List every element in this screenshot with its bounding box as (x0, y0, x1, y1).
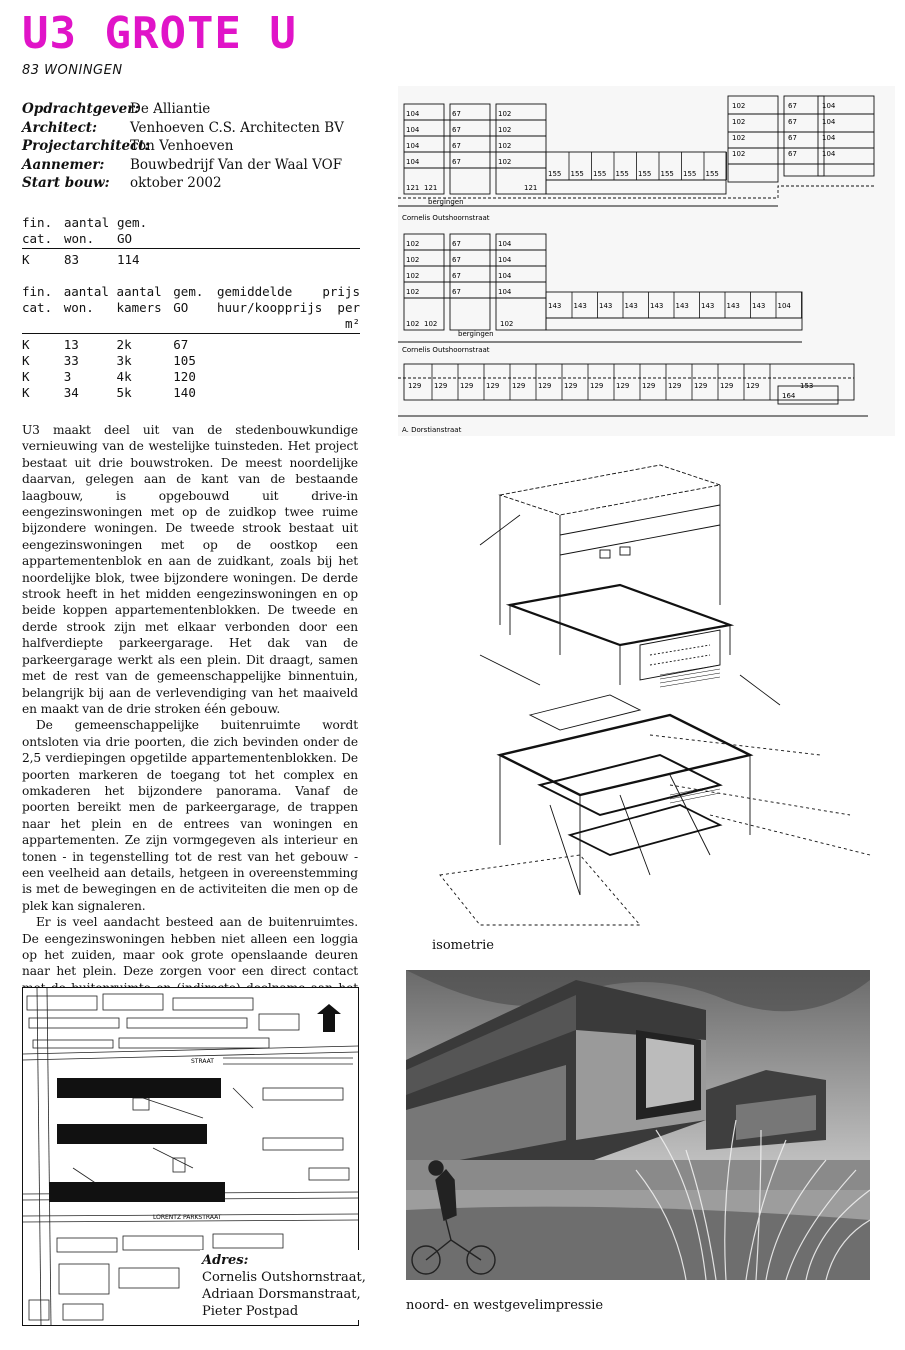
table-header: prijs (322, 284, 360, 299)
table-cell: K (22, 369, 30, 384)
facade-impression-image (406, 970, 870, 1280)
plan-unit-label: 129 (460, 382, 474, 390)
floor-plans-drawing (398, 86, 895, 436)
table-cell: 83 (64, 252, 80, 267)
credit-row (22, 100, 362, 119)
plan-unit-label: 102 (732, 150, 746, 158)
table-header: aantal (116, 284, 162, 299)
table-header: gemiddelde (216, 284, 293, 299)
credit-label: Aannemer: (22, 156, 105, 173)
table-header: gem. (117, 215, 148, 230)
plan-unit-label: 155 (548, 170, 562, 178)
plan-street-label: A. Dorstianstraat (402, 426, 462, 434)
plan-unit-label: 143 (548, 302, 562, 310)
plan-unit-label: 104 (777, 302, 791, 310)
table-header: aantal (63, 284, 109, 299)
page-title: U3 GROTE U (22, 8, 297, 59)
table-cell: 120 (173, 369, 196, 384)
plan-unit-label: 121 (524, 184, 538, 192)
plan-unit-label: 129 (668, 382, 682, 390)
table-cell (217, 385, 322, 401)
table-header: fin. (22, 215, 53, 230)
table-cell: 114 (117, 252, 140, 267)
table-cell: K (22, 337, 30, 352)
table-cell: 33 (63, 353, 79, 368)
table-cell: K (22, 252, 30, 267)
plan-unit-label: 143 (599, 302, 613, 310)
table-cell (322, 334, 360, 354)
plan-unit-label: 155 (683, 170, 697, 178)
table-cell (217, 334, 322, 354)
plan-unit-label: 155 (638, 170, 652, 178)
plan-unit-label: 104 (498, 240, 512, 248)
plan-unit-label: 155 (660, 170, 674, 178)
floor-plans (398, 86, 895, 436)
table-cell: K (22, 353, 30, 368)
table-header: won. (64, 231, 117, 249)
map-street-label: STRAAT (191, 1058, 214, 1065)
isometry-caption: isometrie (432, 938, 494, 953)
plan-unit-label: 104 (822, 118, 836, 126)
plan-unit-label: 67 (452, 158, 461, 166)
plan-unit-label: 143 (752, 302, 766, 310)
plan-units-row-1 (548, 152, 727, 180)
plan-unit-label: 155 (705, 170, 719, 178)
plan-unit-label: 102 (406, 320, 420, 328)
table-header: aantal (64, 215, 110, 230)
plan-unit-label: 129 (486, 382, 500, 390)
plan-unit-label: 102 (732, 102, 746, 110)
plan-unit-label: 129 (538, 382, 552, 390)
plan-unit-label: 121 (424, 184, 438, 192)
table-row (22, 385, 360, 401)
plan-unit-label: 104 (406, 110, 420, 118)
plan-unit-label: 129 (512, 382, 526, 390)
table-header: per m² (322, 300, 360, 334)
plan-unit-label: 164 (782, 392, 796, 400)
credit-label: Projectarchitect: (22, 138, 150, 154)
credit-value: De Alliantie (130, 101, 211, 117)
page-subtitle: 83 WONINGEN (22, 63, 123, 78)
plan-unit-label: 102 (406, 288, 420, 296)
table-row (22, 353, 360, 369)
plan-unit-label: 129 (590, 382, 604, 390)
address-label: Adres: (202, 1253, 249, 1268)
plan-unit-label: 102 (406, 272, 420, 280)
credit-row (22, 174, 362, 193)
plan-unit-label: 129 (564, 382, 578, 390)
credit-row (22, 119, 362, 138)
plan-unit-label: 153 (800, 382, 814, 390)
plan-unit-label: 129 (434, 382, 448, 390)
plan-unit-label: 143 (675, 302, 689, 310)
map-street-label: LORENTZ PARKSTRAAT (153, 1214, 222, 1221)
dwelling-types-table (22, 284, 360, 401)
address-block (200, 1250, 370, 1320)
plan-unit-label: 129 (720, 382, 734, 390)
plan-unit-label: 129 (694, 382, 708, 390)
photo-caption: noord- en westgevelimpressie (406, 1298, 604, 1313)
table-header: cat. (22, 300, 64, 334)
plan-units-row-3 (408, 364, 813, 400)
credit-row (22, 137, 362, 156)
table-header: GO (117, 231, 360, 249)
plan-unit-label: 102 (732, 134, 746, 142)
credit-value: Venhoeven C.S. Architecten BV (130, 119, 344, 136)
table-header: gem. (173, 284, 204, 299)
plan-unit-label: 143 (624, 302, 638, 310)
plan-unit-label: 67 (788, 150, 797, 158)
plan-unit-label: 104 (822, 102, 836, 110)
credit-row (22, 156, 362, 175)
plan-unit-label: 67 (452, 142, 461, 150)
plan-unit-label: 67 (452, 126, 461, 134)
article-body (22, 422, 358, 1045)
plan-unit-label: 143 (573, 302, 587, 310)
plan-unit-label: 143 (726, 302, 740, 310)
plan-unit-label: 143 (650, 302, 664, 310)
plan-unit-label: 67 (452, 240, 461, 248)
table-cell: 2k (116, 337, 132, 352)
plan-unit-label: 67 (452, 256, 461, 264)
plan-unit-label: 67 (788, 134, 797, 142)
address-line: Adriaan Dorsmanstraat, (202, 1287, 361, 1302)
table-header: kamers (117, 300, 174, 334)
table-cell: 67 (173, 337, 189, 352)
plan-unit-label: 102 (500, 320, 514, 328)
plan-unit-label: 102 (424, 320, 438, 328)
plan-unit-label: 67 (452, 272, 461, 280)
plan-street-label: Cornelis Outshoornstraat (402, 346, 490, 354)
address-line: Pieter Postpad (202, 1304, 299, 1319)
plan-unit-label: 102 (406, 240, 420, 248)
article-paragraph: U3 maakt deel uit van de stedenbouwkundige vernieuwing van de westelijke tuinsteden. Het project bestaat uit drie bouwstroken. De meest noordelijke daarvan, gelegen aan de kant van de bestaande laagbouw, is opgebouwd uit drive-in eengezinswoningen met op de zuidkop twee ruime bijzondere woningen. De tweede strook bestaat uit eengezinswoningen met op de oostkop een appartementenblok en aan de zuidkant, zoals bij het noordelijke blok, twee bijzondere woningen. De derde strook heeft in het midden eengezinswoningen en op beide koppen appartementenblokken. De tweede en derde strook zijn met elkaar verbonden door een halfverdiepte parkeergarage. Het dak van de parkeergarage werkt als een plein. Dit draagt, samen met de rest van de gemeenschappelijke binnentuin, belangrijk bij aan de verlevendiging van het maaiveld en maakt van de drie stroken één gebouw. (22, 423, 358, 716)
table-header: fin. (22, 284, 53, 299)
isometric-drawing-svg (420, 455, 890, 935)
plan-unit-label: 155 (615, 170, 629, 178)
table-cell: 13 (63, 337, 79, 352)
plan-unit-label: 102 (498, 158, 512, 166)
plan-unit-label: 104 (822, 134, 836, 142)
table-cell (322, 369, 360, 385)
plan-unit-label: 104 (406, 126, 420, 134)
plan-unit-label: 143 (701, 302, 715, 310)
plan-unit-label: 104 (406, 142, 420, 150)
article-paragraph: De gemeenschappelijke buitenruimte wordt ontsloten via drie poorten, die zich bevinden onder de 2,5 verdiepingen opgetilde appartementenblokken. De poorten markeren de toegang tot het complex en omkaderen het bijzondere panorama. Vanaf de poorten bereikt men de parkeergarage, de trappen naar het plein en de entrees van woningen en appartementen. Ze zijn vormgegeven als interieur en tonen - in tegenstelling tot de rest van het gebouw - een veelheid aan details, hetgeen in overeenstemming is met de bewegingen en de activiteiten die men op de plek kan signaleren. (22, 718, 358, 913)
plan-unit-label: 104 (498, 288, 512, 296)
credit-label: Architect: (22, 119, 98, 136)
isometric-drawing (420, 455, 890, 935)
plan-unit-label: 104 (406, 158, 420, 166)
table-cell: 5k (116, 385, 132, 400)
plan-label: bergingen (428, 198, 464, 206)
table-cell: 3 (63, 369, 72, 384)
table-cell (217, 353, 322, 369)
plan-unit-label: 129 (408, 382, 422, 390)
plan-unit-label: 104 (822, 150, 836, 158)
plan-unit-label: 129 (616, 382, 630, 390)
plan-unit-label: 121 (406, 184, 420, 192)
project-credits (22, 100, 362, 193)
table-row (22, 369, 360, 385)
plan-unit-label: 67 (452, 110, 461, 118)
plan-unit-label: 155 (570, 170, 584, 178)
plan-unit-label: 129 (642, 382, 656, 390)
credit-value: oktober 2002 (130, 175, 222, 191)
table-cell: 4k (116, 369, 132, 384)
credit-value: Bouwbedrijf Van der Waal VOF (130, 156, 343, 173)
credit-value: Ton Venhoeven (130, 138, 234, 154)
summary-table (22, 215, 360, 268)
table-cell (322, 353, 360, 369)
credit-label: Opdrachtgever: (22, 101, 140, 117)
article-paragraph: Er is veel aandacht besteed aan de buitenruimtes. De eengezinswoningen hebben niet alleen een loggia op het zuiden, maar ook grote openslaande deuren naar het plein. Deze zorgen voor een direct contact (22, 915, 358, 979)
plan-unit-label: 155 (593, 170, 607, 178)
table-header: won. (64, 300, 117, 334)
table-cell: K (22, 385, 30, 400)
plan-unit-label: 129 (746, 382, 760, 390)
table-row (22, 249, 360, 269)
plan-unit-label: 67 (452, 288, 461, 296)
facade-impression-photo (406, 970, 870, 1280)
address-line: Cornelis Outshornstraat, (202, 1270, 366, 1285)
plan-unit-label: 104 (498, 256, 512, 264)
table-cell: 34 (63, 385, 79, 400)
plan-label: bergingen (458, 330, 494, 338)
table-row (22, 334, 360, 354)
plan-unit-label: 102 (406, 256, 420, 264)
plan-unit-label: 104 (498, 272, 512, 280)
plan-unit-label: 67 (788, 118, 797, 126)
table-header: cat. (22, 231, 64, 249)
table-cell (322, 385, 360, 401)
plan-unit-label: 67 (788, 102, 797, 110)
plan-street-label: Cornelis Outshoornstraat (402, 214, 490, 222)
table-header: GO (173, 300, 217, 334)
table-header: huur/koopprijs (217, 300, 322, 334)
plan-unit-label: 102 (498, 126, 512, 134)
table-cell: 105 (173, 353, 196, 368)
plan-unit-label: 102 (498, 142, 512, 150)
plan-unit-label: 102 (732, 118, 746, 126)
plan-unit-label: 102 (498, 110, 512, 118)
table-cell: 3k (116, 353, 132, 368)
table-cell: 140 (173, 385, 196, 400)
credit-label: Start bouw: (22, 175, 110, 191)
plan-units-row-2 (548, 292, 802, 318)
table-cell (217, 369, 322, 385)
